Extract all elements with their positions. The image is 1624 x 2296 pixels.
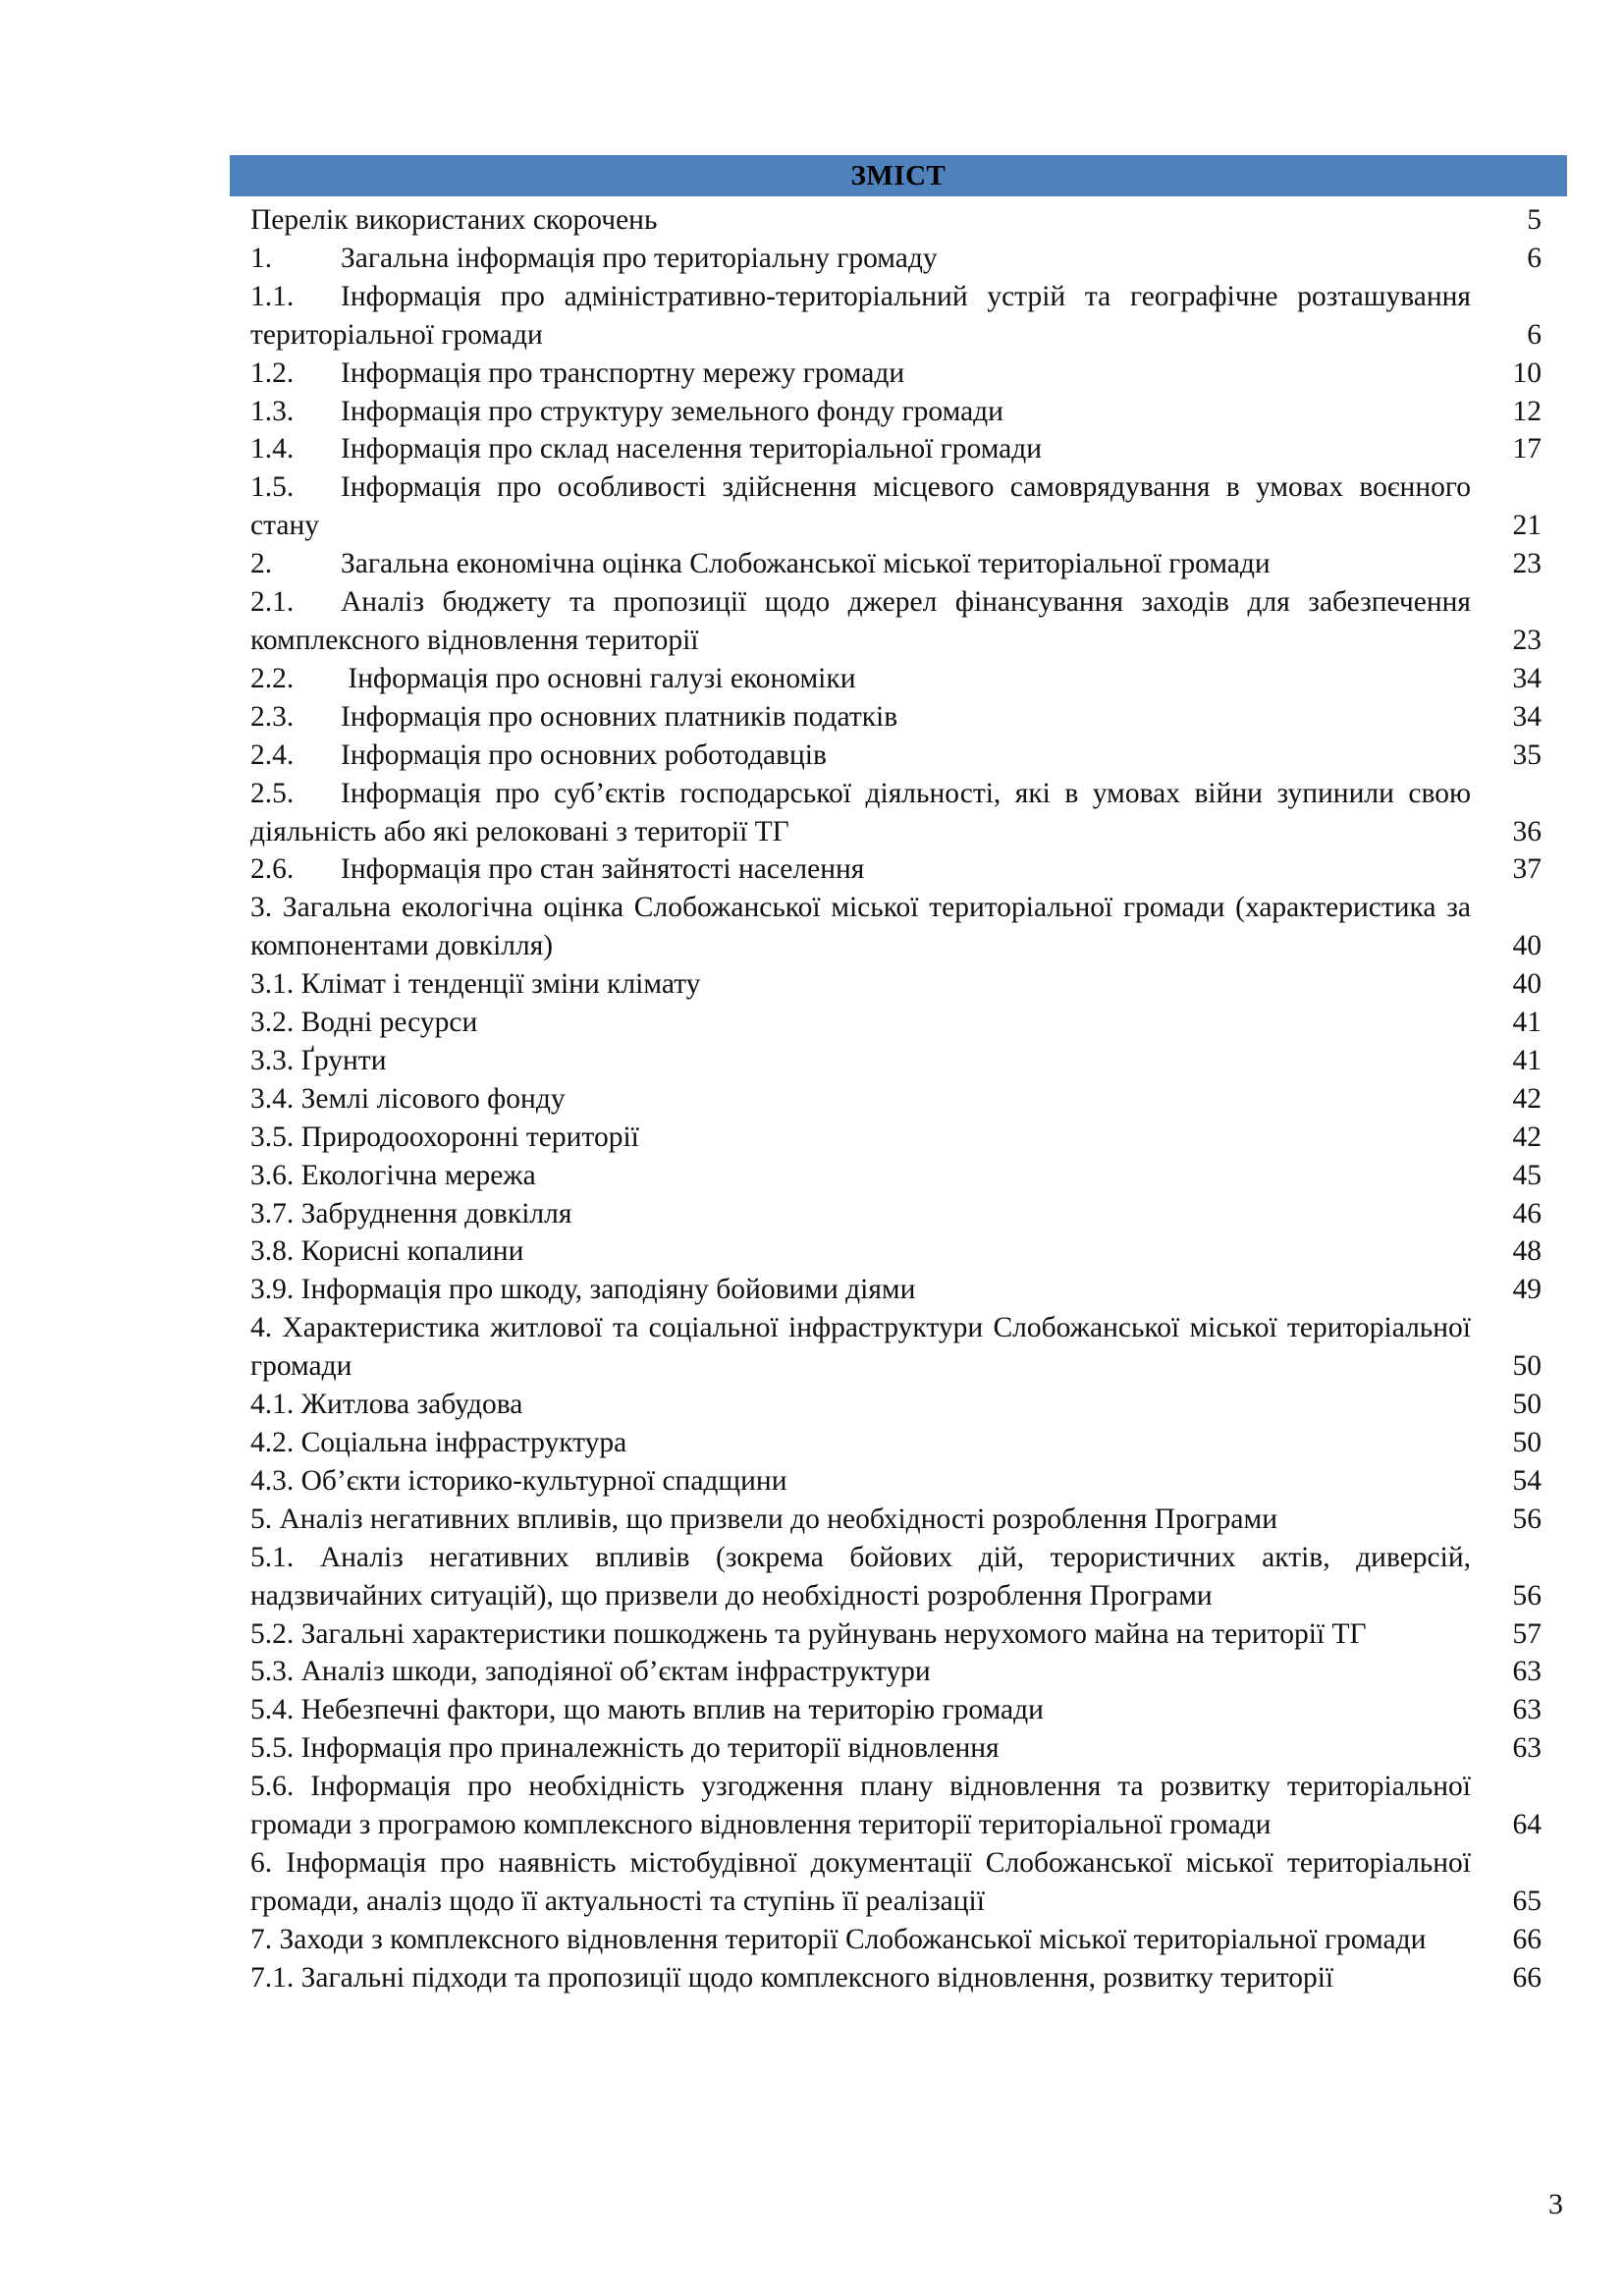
toc-entry[interactable] — [250, 1157, 1542, 1195]
toc-entry-text — [250, 1539, 1471, 1615]
toc-entry-page: 57 — [1512, 1617, 1542, 1650]
toc-entry-title: 5.2. Загальні характеристики пошкоджень та руйнувань нерухомого майна на території ТГ — [250, 1617, 1367, 1650]
toc-entry-page: 49 — [1512, 1274, 1542, 1306]
toc-entry-title: Інформація про стан зайнятості населення — [341, 853, 865, 886]
toc-entry-title: 5.3. Аналіз шкоди, заподіяної об’єктам інфраструктури — [250, 1656, 931, 1688]
toc-entry-text — [250, 1004, 1471, 1042]
toc-entry-page: 42 — [1512, 1082, 1542, 1115]
toc-entry[interactable] — [250, 1195, 1542, 1233]
toc-entry[interactable] — [250, 660, 1542, 698]
toc-entry-text — [250, 1195, 1471, 1233]
toc-entry[interactable] — [250, 1004, 1542, 1042]
toc-entry-text — [250, 850, 1471, 889]
toc-entry-text — [250, 430, 1471, 468]
toc-entry-title: 4.1. Житлова забудова — [250, 1389, 523, 1421]
toc-entry-number: 1.5. — [250, 471, 295, 504]
toc-entry[interactable] — [250, 1232, 1542, 1271]
toc-entry[interactable] — [250, 240, 1542, 278]
toc-entry-text — [250, 1157, 1471, 1195]
toc-entry-page: 63 — [1512, 1694, 1542, 1726]
toc-entry[interactable] — [250, 1691, 1542, 1729]
toc-entry[interactable] — [250, 965, 1542, 1004]
toc-entry-title: Інформація про адміністративно-територіальний устрій та географічне розташування територіальної громади — [250, 280, 1471, 351]
toc-entry[interactable] — [250, 393, 1542, 431]
toc-entry-title: 5. Аналіз негативних впливів, що призвели до необхідності розроблення Програми — [250, 1503, 1277, 1535]
toc-entry-title: 7. Заходи з комплексного відновлення території Слобожанської міської територіальної громади — [250, 1923, 1427, 1955]
toc-entry-title: 4.3. Об’єкти історико-культурної спадщини — [250, 1464, 787, 1497]
toc-entry-title: 3.6. Екологічна мережа — [250, 1159, 536, 1191]
toc-entry[interactable] — [250, 1080, 1542, 1119]
toc-entry[interactable] — [250, 278, 1542, 355]
toc-entry-title: Інформація про основних платників податків — [341, 700, 898, 733]
toc-entry[interactable] — [250, 1844, 1542, 1921]
toc-entry-page: 37 — [1512, 853, 1542, 886]
toc-entry-page: 65 — [1512, 1885, 1542, 1917]
toc-entry[interactable] — [250, 850, 1542, 889]
toc-entry[interactable] — [250, 698, 1542, 737]
toc-entry-text — [250, 393, 1471, 431]
toc-entry-page: 34 — [1512, 662, 1542, 694]
toc-entry-page: 63 — [1512, 1656, 1542, 1688]
toc-entry-page: 23 — [1512, 548, 1542, 580]
toc-entry-page: 56 — [1512, 1579, 1542, 1612]
toc-entry-text — [250, 775, 1471, 851]
toc-entry-page: 66 — [1512, 1961, 1542, 1994]
toc-entry-page: 40 — [1512, 968, 1542, 1001]
toc-entry[interactable] — [250, 1424, 1542, 1462]
toc-entry-text — [250, 1691, 1471, 1729]
toc-entry-page: 17 — [1512, 433, 1542, 465]
toc-entry-title: Інформація про основних роботодавців — [341, 738, 827, 771]
toc-entry-title: 3.1. Клімат і тенденції зміни клімату — [250, 968, 701, 1001]
toc-title: ЗМІСТ — [850, 159, 947, 191]
toc-entry[interactable] — [250, 1309, 1542, 1386]
toc-entry-text — [250, 278, 1471, 355]
toc-entry-page: 23 — [1512, 624, 1542, 656]
toc-entry-number: 2.1. — [250, 586, 295, 619]
toc-entry-page: 6 — [1527, 242, 1542, 274]
toc-entry-number: 2.2. — [250, 662, 295, 694]
toc-entry-text — [250, 737, 1471, 775]
toc-entry-title: 5.6. Інформація про необхідність узгодження плану відновлення та розвитку територіальної громади з програмою комплексного відновлення території територіальної громади — [250, 1771, 1471, 1841]
toc-entry-page: 41 — [1512, 1007, 1542, 1039]
toc-entry-page: 35 — [1512, 738, 1542, 771]
toc-entry-text — [250, 201, 1471, 240]
toc-entry-title: 3. Загальна екологічна оцінка Слобожанської міської територіальної громади (характеристика за компонентами довкілля) — [250, 892, 1471, 962]
toc-entry-text — [250, 468, 1471, 545]
toc-entry-title: Загальна економічна оцінка Слобожанської міської територіальної громади — [341, 548, 1271, 580]
toc-entry[interactable] — [250, 1386, 1542, 1424]
toc-entry[interactable] — [250, 889, 1542, 965]
toc-entry[interactable] — [250, 737, 1542, 775]
toc-entry-page: 12 — [1512, 395, 1542, 427]
toc-entry[interactable] — [250, 355, 1542, 393]
toc-entry-title: 4. Характеристика житлової та соціальної інфраструктури Слобожанської міської територіальної громади — [250, 1312, 1471, 1383]
toc-entry-page: 56 — [1512, 1503, 1542, 1535]
toc-entry-page: 64 — [1512, 1809, 1542, 1841]
toc-entry[interactable] — [250, 1462, 1542, 1501]
toc-entry-text — [250, 698, 1471, 737]
toc-entry[interactable] — [250, 1615, 1542, 1654]
toc-entry-title: Перелік використаних скорочень — [250, 204, 658, 236]
toc-entry-title: 3.5. Природоохоронні території — [250, 1121, 639, 1153]
toc-entry-text — [250, 240, 1471, 278]
toc-entry-text — [250, 1959, 1471, 1997]
toc-entry-page: 63 — [1512, 1732, 1542, 1765]
toc-entry-text — [250, 889, 1471, 965]
toc-entry[interactable] — [250, 1539, 1542, 1615]
toc-entry-text — [250, 1729, 1471, 1768]
toc-entry-text — [250, 545, 1471, 583]
toc-entry-text — [250, 1921, 1471, 1959]
toc-entry[interactable] — [250, 545, 1542, 583]
toc-entry-page: 42 — [1512, 1121, 1542, 1153]
toc-entry[interactable] — [250, 1042, 1542, 1080]
toc-entry-number: 2.4. — [250, 738, 295, 771]
toc-entry-page: 40 — [1512, 930, 1542, 962]
toc-entry[interactable] — [250, 1653, 1542, 1691]
toc-entry-number: 2.6. — [250, 853, 295, 886]
toc-entry-text — [250, 1653, 1471, 1691]
toc-entry-text — [250, 1119, 1471, 1157]
toc-entry-title: 5.4. Небезпечні фактори, що мають вплив на територію громади — [250, 1694, 1044, 1726]
toc-entry-title: Аналіз бюджету та пропозиції щодо джерел фінансування заходів для забезпечення комплексного відновлення території — [250, 586, 1471, 656]
toc-entry-page: 6 — [1527, 318, 1542, 351]
toc-entry[interactable] — [250, 1959, 1542, 1997]
toc-entry[interactable] — [250, 1501, 1542, 1539]
toc-entry[interactable] — [250, 430, 1542, 468]
toc-entry-text — [250, 1462, 1471, 1501]
table-of-contents — [250, 201, 1542, 1997]
toc-entry-page: 10 — [1512, 356, 1542, 389]
toc-entry-page: 45 — [1512, 1159, 1542, 1191]
toc-entry-title: Інформація про суб’єктів господарської діяльності, які в умовах війни зупинили свою діяльність або які релоковані з території ТГ — [250, 777, 1471, 847]
toc-entry[interactable] — [250, 1119, 1542, 1157]
page-number: 3 — [1548, 2188, 1563, 2220]
toc-entry-title: Інформація про структуру земельного фонду громади — [341, 395, 1003, 427]
toc-entry-number: 1.2. — [250, 356, 295, 389]
toc-entry-title: 6. Інформація про наявність містобудівної документації Слобожанської міської територіальної громади, аналіз щодо її актуальності та ступінь її реалізації — [250, 1846, 1471, 1917]
toc-entry-page: 41 — [1512, 1044, 1542, 1076]
toc-entry-text — [250, 1309, 1471, 1386]
toc-entry-page: 21 — [1512, 510, 1542, 542]
toc-entry[interactable] — [250, 775, 1542, 851]
toc-entry-number: 1.1. — [250, 280, 295, 312]
toc-entry-text — [250, 1271, 1471, 1309]
toc-entry-text — [250, 1232, 1471, 1271]
toc-entry-page: 5 — [1527, 204, 1542, 236]
toc-entry-page: 50 — [1512, 1350, 1542, 1383]
toc-entry-text — [250, 1615, 1471, 1654]
toc-entry-page: 48 — [1512, 1235, 1542, 1268]
toc-entry-page: 36 — [1512, 815, 1542, 847]
toc-entry-number: 1.3. — [250, 395, 295, 427]
toc-entry-text — [250, 660, 1471, 698]
toc-entry[interactable] — [250, 583, 1542, 660]
toc-entry-page: 50 — [1512, 1427, 1542, 1458]
toc-entry-number: 1. — [250, 242, 273, 274]
toc-entry-text — [250, 965, 1471, 1004]
toc-entry[interactable] — [250, 201, 1542, 240]
toc-entry-text — [250, 583, 1471, 660]
toc-entry[interactable] — [250, 1271, 1542, 1309]
toc-entry-title: Інформація про склад населення територіальної громади — [341, 433, 1043, 465]
toc-entry-title: 3.9. Інформація про шкоду, заподіяну бойовими діями — [250, 1274, 916, 1306]
toc-entry-number: 2.3. — [250, 700, 295, 733]
toc-entry[interactable] — [250, 1729, 1542, 1768]
toc-entry-text — [250, 1501, 1471, 1539]
toc-entry-text — [250, 1386, 1471, 1424]
toc-entry-title: 7.1. Загальні підходи та пропозиції щодо комплексного відновлення, розвитку території — [250, 1961, 1334, 1994]
toc-entry-title: 3.2. Водні ресурси — [250, 1007, 478, 1039]
toc-entry-title: 5.1. Аналіз негативних впливів (зокрема бойових дій, терористичних актів, диверсій, надзвичайних ситуацій), що призвели до необхідності розроблення Програми — [250, 1541, 1471, 1612]
toc-entry-number: 2. — [250, 548, 273, 580]
toc-entry[interactable] — [250, 1768, 1542, 1844]
toc-entry-title: 3.7. Забруднення довкілля — [250, 1197, 572, 1230]
toc-entry-title: 3.3. Ґрунти — [250, 1044, 387, 1076]
toc-entry[interactable] — [250, 468, 1542, 545]
toc-entry-text — [250, 1080, 1471, 1119]
toc-entry-title: Інформація про транспортну мережу громади — [341, 356, 905, 389]
toc-entry-number: 1.4. — [250, 433, 295, 465]
toc-entry-text — [250, 1768, 1471, 1844]
toc-entry-page: 34 — [1512, 700, 1542, 733]
toc-entry-title: Інформація про основні галузі економіки — [341, 662, 856, 694]
toc-entry-title: Загальна інформація про територіальну громаду — [341, 242, 938, 274]
toc-entry-number: 2.5. — [250, 777, 295, 809]
toc-entry-page: 66 — [1512, 1923, 1542, 1955]
toc-entry-text — [250, 1844, 1471, 1921]
toc-entry-text — [250, 1042, 1471, 1080]
toc-entry-text — [250, 355, 1471, 393]
toc-header-bar — [230, 155, 1567, 196]
toc-entry-title: 3.8. Корисні копалини — [250, 1235, 524, 1268]
toc-entry-page: 54 — [1512, 1464, 1542, 1497]
toc-entry-page: 50 — [1512, 1389, 1542, 1421]
toc-entry[interactable] — [250, 1921, 1542, 1959]
toc-entry-title: 5.5. Інформація про приналежність до території відновлення — [250, 1732, 1000, 1765]
toc-entry-title: 3.4. Землі лісового фонду — [250, 1082, 566, 1115]
toc-entry-title: Інформація про особливості здійснення місцевого самоврядування в умовах воєнного стану — [250, 471, 1471, 542]
toc-entry-title: 4.2. Соціальна інфраструктура — [250, 1427, 627, 1458]
toc-entry-page: 46 — [1512, 1197, 1542, 1230]
toc-entry-text — [250, 1424, 1471, 1462]
